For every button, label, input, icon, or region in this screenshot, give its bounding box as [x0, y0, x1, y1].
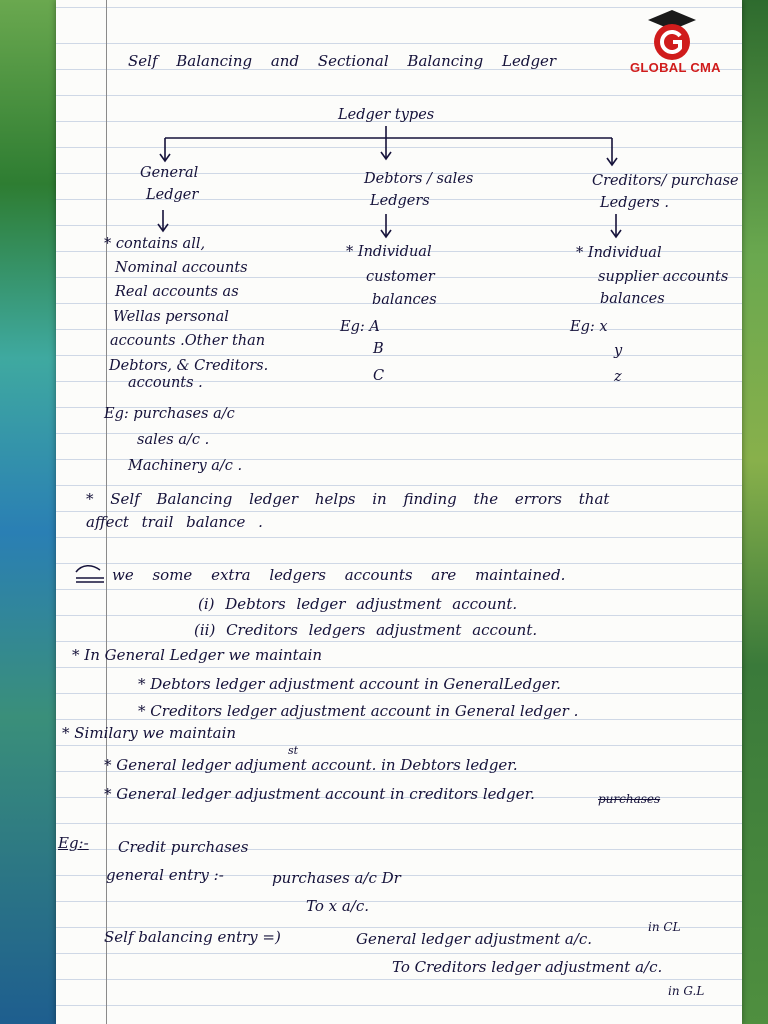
general-eg-label: Eg: purchases a/c [104, 406, 235, 422]
general-note-2: Nominal accounts [115, 260, 248, 276]
debtors-note-2: customer [366, 269, 435, 285]
creditors-note-2: supplier accounts [598, 269, 729, 285]
general-note-3: Real accounts as [115, 284, 239, 300]
creditors-eg-item: y [614, 343, 623, 359]
general-note-1: * contains all, [104, 236, 206, 252]
general-note-6: Debtors, & Creditors. [109, 358, 269, 374]
self-balancing-note-line2: affect trail balance . [86, 513, 263, 531]
branch-debtors-line2: Ledgers [370, 193, 430, 209]
creditors-eg-item: z [614, 369, 622, 385]
extra-ledgers-item: (ii) Creditors ledgers adjustment account. [194, 621, 538, 639]
general-entry-dr: purchases a/c Dr [272, 869, 401, 887]
similarly-item: * General ledger adjustment account in creditors ledger. [104, 785, 535, 803]
debtors-eg-label: Eg: A [340, 319, 380, 335]
branch-creditors-line2: Ledgers . [600, 195, 669, 211]
in-general-ledger-item: * Creditors ledger adjustment account in General ledger . [138, 702, 579, 720]
struck-word: purchases [598, 792, 661, 806]
creditors-note-3: balances [600, 291, 665, 307]
extra-ledgers-intro: we some extra ledgers accounts are maintained. [112, 566, 566, 584]
branch-debtors-line1: Debtors / sales [364, 171, 474, 187]
ledger-types-tree [0, 0, 768, 260]
in-general-ledger-heading: * In General Ledger we maintain [72, 646, 323, 664]
general-eg-item: Machinery a/c . [128, 458, 243, 474]
debtors-eg-item: C [373, 368, 385, 384]
similarly-item: * General ledger adjument account. in Debtors ledger. [104, 756, 518, 774]
insert-st: st [288, 744, 299, 757]
self-balancing-note-line1: * Self Balancing ledger helps in finding the errors that [86, 490, 610, 508]
tree-root: Ledger types [338, 107, 435, 123]
creditors-note-1: * Individual [576, 245, 662, 261]
debtors-eg-item: B [373, 341, 384, 357]
general-note-5: accounts .Other than [110, 333, 266, 349]
branch-general-line2: Ledger [146, 187, 199, 203]
self-balancing-entry-dr: General ledger adjustment a/c. [356, 930, 593, 948]
extra-ledgers-item: (i) Debtors ledger adjustment account. [198, 595, 518, 613]
similarly-heading: * Similary we maintain [62, 724, 237, 742]
general-eg-item: sales a/c . [137, 432, 210, 448]
branch-general-line1: General [140, 165, 199, 181]
page-title: Self Balancing and Sectional Balancing Ledger [128, 52, 557, 70]
self-balancing-entry-label: Self balancing entry =) [104, 928, 281, 946]
general-entry-label: general entry :- [106, 866, 224, 884]
example-title: Credit purchases [118, 838, 249, 856]
example-label: Eg:- [58, 834, 89, 852]
debtors-note-3: balances [372, 292, 437, 308]
general-note-4: Wellas personal [113, 309, 229, 325]
self-balancing-entry-cr: To Creditors ledger adjustment a/c. [392, 958, 663, 976]
general-entry-cr: To x a/c. [306, 897, 370, 915]
scribble-mark [74, 564, 108, 584]
dr-note: in CL [648, 920, 681, 934]
general-note-7: accounts . [128, 375, 203, 391]
debtors-note-1: * Individual [346, 244, 432, 260]
logo-text: GLOBAL CMA [630, 60, 721, 75]
creditors-eg-label: Eg: x [570, 319, 608, 335]
branch-creditors-line1: Creditors/ purchase [592, 173, 739, 189]
in-general-ledger-item: * Debtors ledger adjustment account in GeneralLedger. [138, 675, 561, 693]
cr-note: in G.L [668, 984, 705, 998]
